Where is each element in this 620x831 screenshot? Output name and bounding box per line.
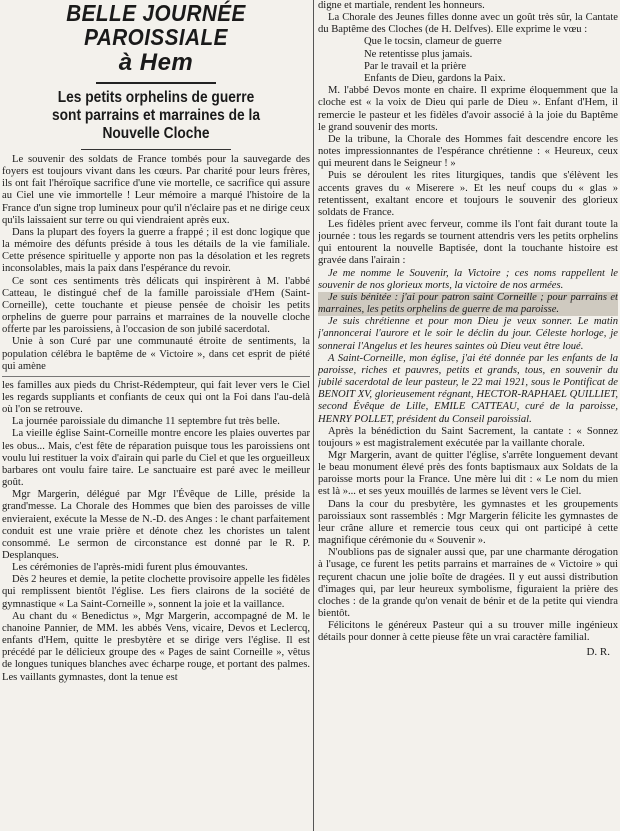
paragraph: Le souvenir des soldats de France tombés pour la sauvegarde des foyers est toujours vivant dans les cœurs. Par charité pour leurs frères, ils ont fait l'héroïque sacrifice d'une vie mortelle, ce sacrifice qui assure au Ciel une vie immortelle ! Leur mémoire a marqué l'histoire de la France d'un signe trop lumineux pour qu'il n'éclaire pas et ne dirige ceux qu'ils laissaient sur terre ou qui viendraient après eux. [2, 154, 310, 226]
verse-line: Que le tocsin, clameur de guerre [364, 36, 502, 48]
paragraph: Mgr Margerin, avant de quitter l'église, s'arrête longuement devant le beau monument élevé près des fonts baptismaux aux Soldats de la paroisse morts pour la France. Une mère lui dit : « Le nom du mien est là »... et ses yeux mouillés de larmes se lèvent vers le Ciel. [318, 449, 618, 498]
paragraph: les familles aux pieds du Christ-Rédempteur, qui fait lever vers le Ciel les regards suppliants et confiants de ceux qui ont la Foi dans l'au-delà où l'on se retrouve. [2, 379, 310, 416]
paragraph: La vieille église Saint-Corneille montre encore les plaies ouvertes par les obus... Mais, c'est fête de réparation puisque tous les paroissiens ont voulu lui restituer la voix d'airain qui parle du Ciel et que les orgueilleux barbares ont voulu faire taire. Le sanctuaire est paré avec le meilleur goût. [2, 428, 310, 489]
headline-divider [96, 82, 216, 84]
article-body-right-2 [318, 85, 618, 267]
paragraph: Ce sont ces sentiments très délicats qui inspirèrent à M. l'abbé Catteau, le distingué chef de la famille paroissiale d'Hem (Saint-Corneille), cette touchante et pieuse pensée de choisir les petits orphelins de guerre pour parrains et marraines de la nouvelle cloche offerte par les paroissiens, à l'occasion de son jubilé sacerdotal. [2, 275, 310, 336]
paragraph: digne et martiale, rendent les honneurs. [318, 0, 485, 11]
headline-line-1: BELLE JOURNÉE PAROISSIALE [66, 0, 246, 50]
left-column [2, 0, 310, 831]
inscription-paragraph: Je me nomme le Souvenir, la Victoire ; ces noms rappellent le souvenir de nos glorieux morts, la victoire de nos armées. [318, 267, 618, 291]
paragraph: Au chant du « Benedictus », Mgr Margerin, accompagné de M. le chanoine Pannier, de MM. les abbés Vens, vicaire, Devos et Leclercq, enfants d'Hem, quitte le presbytère et se dirige vers l'église. Il est précédé par le délicieux groupe des « Pages de saint Corneille », vêtus de longues tuniques blanches avec écharpe rouge, et portant des palmes. Les vaillants gymnastes, dont la tenue est [2, 610, 310, 683]
paragraph: Dès 2 heures et demie, la petite clochette provisoire appelle les fidèles qui remplissent bientôt l'église. Les fiers clairons de la société de gymnastique « La Saint-Corneille », sonnent la joie et la vaillance. [2, 574, 310, 610]
paragraph: Mgr Margerin, délégué par Mgr l'Évêque de Lille, préside la grand'messe. La Chorale des Hommes que bien des paroisses de ville envieraient, exécute la Messe de N.-D. des Anges : le chant parfaitement conduit est une vraie prière et dénote chez les choristes un talent consommé. Le sermon de circonstance est donné par le R. P. Desplanques. [2, 489, 310, 561]
inscription-paragraph: Je suis chrétienne et pour mon Dieu je veux sonner. Le matin j'annoncerai l'aurore et le soir le déclin du jour. Céleste horloge, je sonnerai l'Angelus et les heures saintes où Dieu veut être loué. [318, 316, 618, 352]
subheadline-divider [81, 149, 231, 150]
cantata-verse [318, 36, 618, 85]
right-column [318, 0, 618, 831]
subheadline-line-1: Les petits orphelins de guerre [57, 89, 255, 106]
verse-line: Enfants de Dieu, gardons la Paix. [364, 73, 506, 85]
verse-line: Ne retentisse plus jamais. [364, 48, 473, 60]
paragraph: N'oublions pas de signaler aussi que, par une charmante dérogation à l'usage, ce furent les petits parrains et marraines de « Victoire » qui reçurent chacun une jolie boîte de dragées. Il y eut aussi distribution d'images qui, par leur heureux symbolisme, figuraient la prière des cloches : de la grande qu'on venait de bénir et de la petite qui viendra bientôt. [318, 547, 618, 619]
paragraph: De la tribune, la Chorale des Hommes fait descendre encore les notes impressionnantes de l'espérance chrétienne : « Heureux, ceux qui meurent dans le Seigneur ! » [318, 133, 618, 170]
paragraph: M. l'abbé Devos monte en chaire. Il exprime éloquemment que la cloche est « la voix de Dieu qui parle de Dieu ». Enfant d'Hem, il remercie le pasteur et les fidèles d'avoir associé à la joie du Baptême le grand souvenir des morts. [318, 85, 618, 133]
author-signature: D. R. [586, 646, 610, 659]
column-divider [313, 0, 314, 831]
headline-line-2: à Hem [118, 49, 194, 76]
paragraph: Unie à son Curé par une communauté étroite de sentiments, la population célébra le baptême de « Victoire », dans cet esprit de piété qui amène [2, 336, 310, 372]
paragraph: Félicitons le généreux Pasteur qui a su trouver mille ingénieux détails pour donner à cette pieuse fête un vrai caractère familial. [318, 620, 618, 644]
inscription-paragraph: A Saint-Corneille, mon église, j'ai été donnée par les enfants de la paroisse, riches et pauvres, petits et grands, tous, en souvenir du jubilé sacerdotal de leur pasteur, le 22 mai 1921, sous le Pontificat de BENOIT XV, glorieusement régnant, HECTOR-RAPHAEL QUILLIET, second Évêque de Lille, EMILE CATTEAU, curé de la paroisse, HENRY POLLET, président du Conseil paroissial. [318, 352, 618, 425]
paragraph: Les fidèles prient avec ferveur, comme ils l'ont fait durant toute la journée : tous les regards se tournent attendris vers les petits orphelins qui entourent la nouvelle Baptisée, dont la touchante histoire est gravée dans l'airain : [318, 219, 618, 267]
article-body-left [2, 154, 310, 684]
article-body-right [318, 0, 618, 36]
verse-line: Par le travail et la prière [364, 60, 467, 72]
paragraph: Après la bénédiction du Saint Sacrement, la cantate : « Sonnez toujours » est magistralement exécutée par la vaillante chorale. [318, 425, 618, 449]
paragraph: Dans la cour du presbytère, les gymnastes et les groupements paroissiaux sont rassemblés : Mgr Margerin félicite les gymnastes de leur crâne allure et remercie tous ceux qui ont participé à cette magnifique cérémonie du « Souvenir ». [318, 498, 618, 547]
bell-inscription [318, 268, 618, 426]
article-body-right-3 [318, 426, 618, 645]
paragraph: Puis se déroulent les rites liturgiques, tandis que s'élèvent les accents graves du « Miserere ». Et les neuf coups du « glas » retentissent, exaltant encore et toujours le souvenir des glorieux soldats de France. [318, 170, 618, 218]
paragraph: La journée paroissiale du dimanche 11 septembre fut très belle. [12, 416, 280, 428]
paragraph: Les cérémonies de l'après-midi furent plus émouvantes. [12, 562, 248, 574]
paragraph: La Chorale des Jeunes filles donne avec un goût très sûr, la Cantate du Baptême des Cloches (de H. Delfves). Elle exprime le vœu : [318, 12, 618, 36]
paragraph: Dans la plupart des foyers la guerre a frappé ; il est donc logique que la mémoire des défunts préside à tous les détails de la vie familiale. Cette présence spirituelle y apporte non pas la désolation et les regrets inconsolables, mais la paix dans l'espérance du revoir. [2, 226, 310, 275]
fold-divider [2, 376, 310, 377]
subheadline-line-2: sont parrains et marraines de la Nouvelle Cloche [51, 107, 261, 142]
inscription-paragraph: Je suis bénitée : j'ai pour patron saint Corneille ; pour parrains et marraines, les petits orphelins de guerre de ma paroisse. [318, 291, 618, 316]
